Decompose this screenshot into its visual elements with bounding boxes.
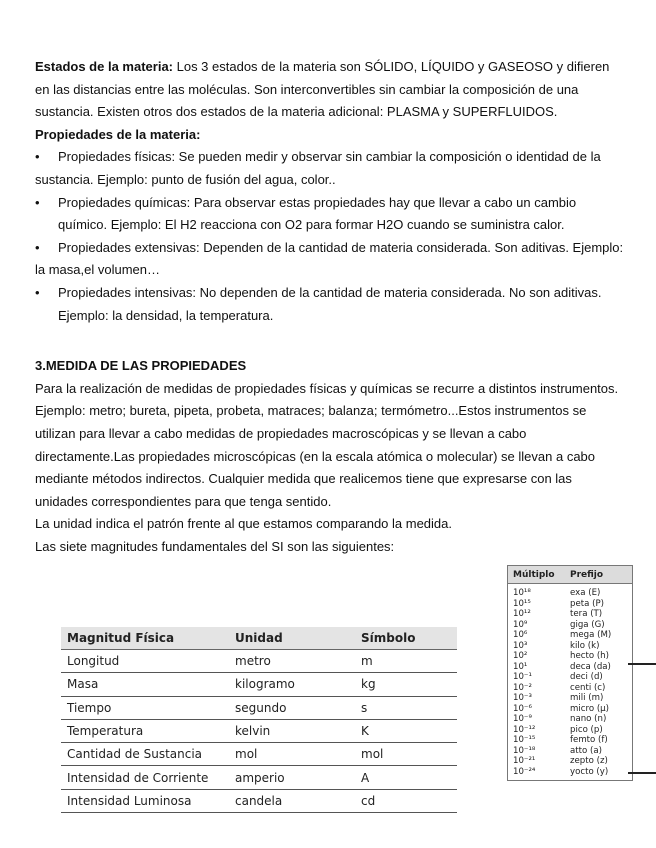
document-body <box>35 56 625 558</box>
table-cell: s <box>355 696 457 719</box>
list-item <box>508 767 632 778</box>
estados-title: Estados de la materia: <box>35 59 173 74</box>
prefijo-cell: exa (E) <box>570 588 601 598</box>
table-cell: Longitud <box>61 650 229 673</box>
table-cell: Cantidad de Sustancia <box>61 743 229 766</box>
medida-line1: La unidad indica el patrón frente al que estamos comparando la medida. <box>35 516 452 532</box>
pico-marker-line <box>628 772 656 774</box>
kilo-marker-line <box>628 663 656 665</box>
table-cell: Intensidad Luminosa <box>61 789 229 812</box>
bullet-intensivas: • Propiedades intensivas: No dependen de la cantidad de materia considerada. No son aditivas. Ejemplo: la densidad, la temperatura. <box>35 284 602 323</box>
table-row <box>61 766 457 789</box>
multiplo-cell: 10⁶ <box>513 630 528 640</box>
magnitudes-table <box>61 627 457 813</box>
table-row <box>61 743 457 766</box>
table-cell: Intensidad de Corriente <box>61 766 229 789</box>
table-cell: A <box>355 766 457 789</box>
table-cell: segundo <box>229 696 355 719</box>
medida-paragraph: Para la realización de medidas de propiedades físicas y químicas se recurre a distintos instrumentos. Ejemplo: metro; bureta, pipeta, probeta, matraces; balanza; termómetro...Estos instrumentos se utilizan para llevar a cabo medidas de propiedades macroscópicas y se llevan a cabo directamente.Las propiedades microscópicas (en la escala atómica o molecular) se llevan a cabo mediante métodos indirectos. Cualquier medida que realicemos tiene que expresarse con las unidades correspondientes para que tenga sentido. <box>35 380 619 509</box>
medida-line2: Las siete magnitudes fundamentales del SI son las siguientes: <box>35 538 395 554</box>
list-item <box>508 672 632 683</box>
list-item <box>508 630 632 641</box>
prefijo-cell: mili (m) <box>570 693 604 703</box>
magnitudes-header: Magnitud Física Unidad Símbolo <box>61 627 457 650</box>
multiplo-cell: 10⁹ <box>513 619 528 630</box>
multiplo-cell: 10¹⁵ <box>513 598 531 609</box>
table-cell: K <box>355 719 457 742</box>
table-cell: mol <box>355 743 457 766</box>
prefijo-cell: atto (a) <box>570 745 602 756</box>
propiedades-title: Propiedades de la materia: <box>35 126 201 142</box>
multiplo-cell: 10⁻⁶ <box>513 703 532 714</box>
estados-paragraph <box>35 56 625 124</box>
list-item <box>508 599 632 610</box>
prefijo-cell: zepto (z) <box>570 756 608 766</box>
multiplo-cell: 10⁻¹⁸ <box>513 745 536 756</box>
multiplo-cell: 10² <box>513 651 528 661</box>
bullet-quimicas: • Propiedades químicas: Para observar estas propiedades hay que llevar a cabo un cambio químico. Ejemplo: El H2 reacciona con O2 para formar H2O cuando se suministra calor. <box>35 194 577 233</box>
prefijo-cell: giga (G) <box>570 619 605 630</box>
table-cell: metro <box>229 650 355 673</box>
table-cell: candela <box>229 789 355 812</box>
list-item <box>508 683 632 694</box>
table-cell: Temperatura <box>61 719 229 742</box>
multiplo-cell: 10⁻¹ <box>513 672 532 682</box>
list-item <box>508 651 632 662</box>
prefijo-cell: centi (c) <box>570 682 606 693</box>
table-cell: mol <box>229 743 355 766</box>
prefijo-cell: hecto (h) <box>570 651 609 661</box>
list-item <box>508 714 632 725</box>
section-heading: 3.MEDIDA DE LAS PROPIEDADES <box>35 355 246 378</box>
table-cell: kg <box>355 673 457 696</box>
prefijo-cell: micro (µ) <box>570 703 609 714</box>
list-item <box>508 735 632 746</box>
prefijo-cell: peta (P) <box>570 598 604 609</box>
table-cell: Tiempo <box>61 696 229 719</box>
prefijo-cell: tera (T) <box>570 609 603 619</box>
table-row <box>61 719 457 742</box>
list-item <box>508 725 632 736</box>
table-row <box>61 650 457 673</box>
prefijo-cell: femto (f) <box>570 735 608 745</box>
multiplo-cell: 10⁻²¹ <box>513 756 536 766</box>
multiplo-cell: 10⁻² <box>513 682 532 693</box>
prefijo-cell: nano (n) <box>570 714 607 724</box>
list-item <box>508 704 632 715</box>
prefijo-cell: yocto (y) <box>570 766 609 777</box>
table-cell: m <box>355 650 457 673</box>
multiplo-cell: 10¹ <box>513 661 528 672</box>
multiplo-cell: 10⁻⁹ <box>513 714 532 724</box>
table-cell: kelvin <box>229 719 355 742</box>
multiplo-cell: 10¹⁸ <box>513 588 531 598</box>
bullet-fisicas: • Propiedades físicas: Se pueden medir y observar sin cambiar la composición o identidad de la sustancia. Ejemplo: punto de fusión del agua, color.. <box>35 149 601 187</box>
multiplo-cell: 10⁻¹⁵ <box>513 735 536 745</box>
prefijo-cell: deci (d) <box>570 672 603 682</box>
table-row <box>61 789 457 812</box>
prefijos-header: Múltiplo Prefijo <box>508 566 632 584</box>
table-row <box>61 673 457 696</box>
table-cell: Masa <box>61 673 229 696</box>
table-row <box>61 696 457 719</box>
prefijo-cell: pico (p) <box>570 724 603 735</box>
table-cell: kilogramo <box>229 673 355 696</box>
multiplo-cell: 10⁻²⁴ <box>513 766 536 777</box>
multiplo-cell: 10¹² <box>513 609 531 619</box>
list-item <box>508 588 632 599</box>
list-item <box>508 756 632 767</box>
list-item <box>508 662 632 673</box>
bullet-extensivas: • Propiedades extensivas: Dependen de la cantidad de materia considerada. Son aditivas. Ejemplo: la masa,el volumen… <box>35 239 624 278</box>
multiplo-cell: 10⁻¹² <box>513 724 536 735</box>
estados-text: Los 3 estados de la materia son SÓLIDO, LÍQUIDO y GASEOSO y difieren en las distancias entre las moléculas. Son interconvertibles sin cambiar la composición de una sustancia. Existen otros dos estados de la materia adicional: PLASMA y SUPERFLUIDOS. <box>35 59 610 120</box>
list-item <box>508 620 632 631</box>
list-item <box>508 641 632 652</box>
prefijo-cell: deca (da) <box>570 661 611 672</box>
prefijo-cell: mega (M) <box>570 630 612 640</box>
list-item <box>508 746 632 757</box>
multiplo-cell: 10⁻³ <box>513 693 532 703</box>
list-item <box>508 609 632 620</box>
list-item <box>508 693 632 704</box>
prefijos-table <box>507 565 633 781</box>
table-cell: cd <box>355 789 457 812</box>
prefijo-cell: kilo (k) <box>570 640 600 651</box>
multiplo-cell: 10³ <box>513 640 528 651</box>
table-cell: amperio <box>229 766 355 789</box>
